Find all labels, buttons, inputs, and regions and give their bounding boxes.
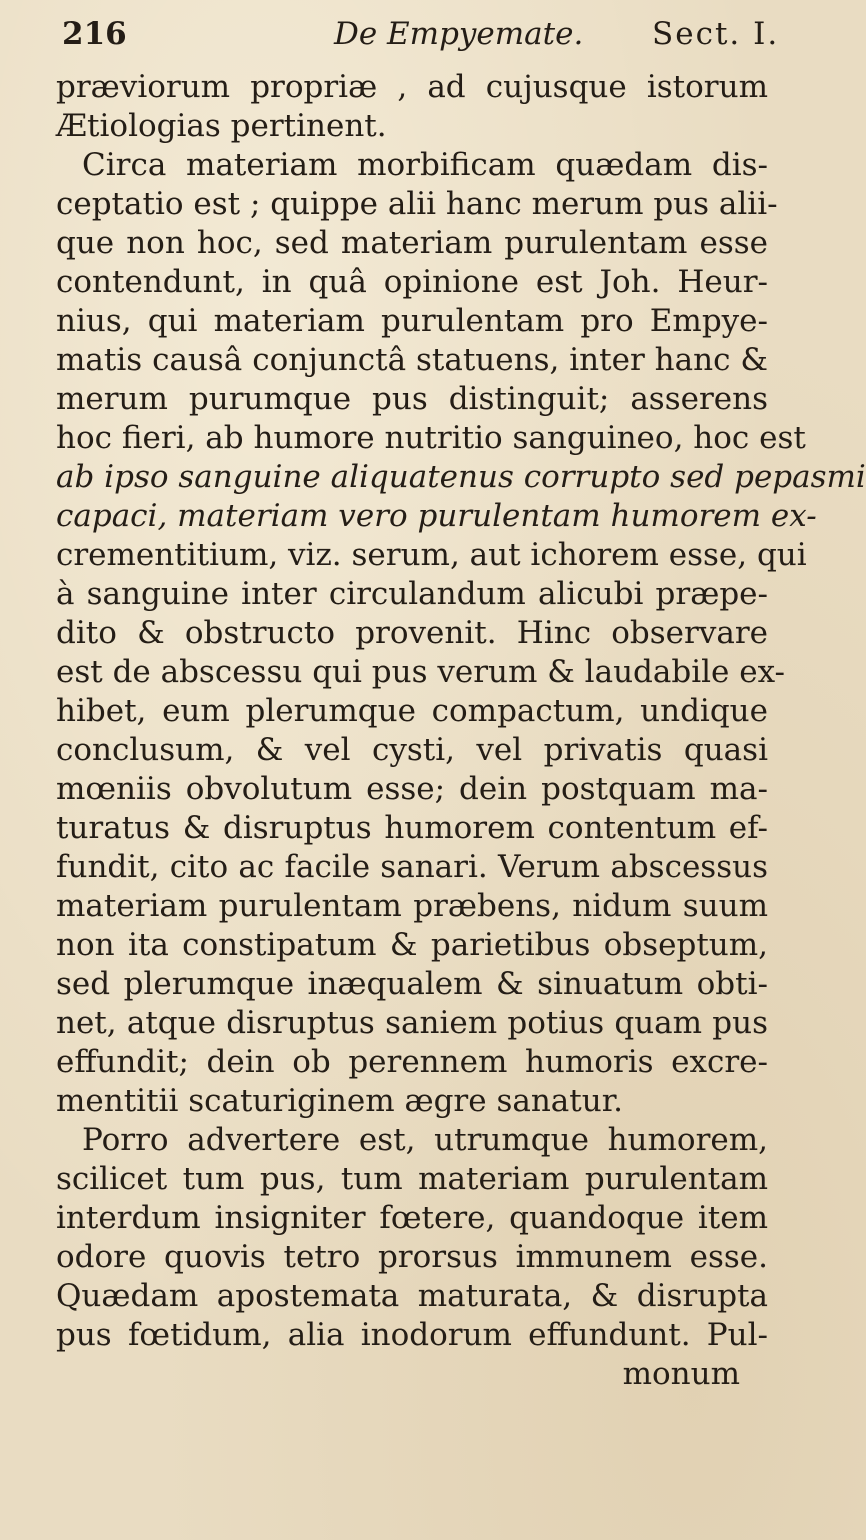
text-line: merum purumque pus distinguit; asserens: [56, 381, 768, 417]
text-line: dito & obstructo provenit. Hinc observare: [56, 615, 768, 651]
page-number: 216: [62, 16, 127, 52]
running-head: [56, 10, 780, 68]
text-line: materiam purulentam præbens, nidum suum: [56, 888, 768, 924]
text-line: præviorum propriæ , ad cujusque istorum: [56, 69, 768, 105]
text-line: turatus & disruptus humorem contentum ef-: [56, 810, 768, 846]
text-line: monum: [622, 1356, 740, 1392]
text-line: odore quovis tetro prorsus immunem esse.: [56, 1239, 768, 1275]
text-line: est de abscessu qui pus verum & laudabile ex-: [56, 654, 785, 690]
text-line: Quædam apostemata maturata, & disrupta: [56, 1278, 768, 1314]
text-line: ab ipso sanguine aliquatenus corrupto sed pepasmi: [56, 459, 866, 495]
text-line: interdum insigniter fœtere, quandoque item: [56, 1200, 768, 1236]
text-line: conclusum, & vel cysti, vel privatis quasi: [56, 732, 768, 768]
text-line: pus fœtidum, alia inodorum effundunt. Pul-: [56, 1317, 768, 1353]
text-line: sed plerumque inæqualem & sinuatum obti-: [56, 966, 768, 1002]
text-line: effundit; dein ob perennem humoris excre-: [56, 1044, 768, 1080]
text-line: Circa materiam morbificam quædam dis-: [82, 147, 768, 183]
text-line: matis causâ conjunctâ statuens, inter hanc &: [56, 342, 768, 378]
text-line: ceptatio est ; quippe alii hanc merum pus alii-: [56, 186, 778, 222]
text-line: fundit, cito ac facile sanari. Verum abscessus: [56, 849, 768, 885]
text-line: net, atque disruptus saniem potius quam pus: [56, 1005, 768, 1041]
text-line: Porro advertere est, utrumque humorem,: [82, 1122, 768, 1158]
text-line: scilicet tum pus, tum materiam purulentam: [56, 1161, 768, 1197]
text-line: mentitii scaturiginem ægre sanatur.: [56, 1083, 623, 1119]
body-text: [56, 68, 866, 1394]
text-line: contendunt, in quâ opinione est Joh. Heur-: [56, 264, 768, 300]
text-line: non ita constipatum & parietibus obseptum,: [56, 927, 768, 963]
text-line: Ætiologias pertinent.: [56, 108, 387, 144]
text-line: capaci, materiam vero purulentam humorem ex-: [56, 498, 817, 534]
text-line: que non hoc, sed materiam purulentam esse: [56, 225, 768, 261]
text-line: à sanguine inter circulandum alicubi præpe-: [56, 576, 768, 612]
running-title: De Empyemate.: [334, 16, 584, 52]
text-line: mœniis obvolutum esse; dein postquam ma-: [56, 771, 768, 807]
text-line: nius, qui materiam purulentam pro Empye-: [56, 303, 768, 339]
text-line: hibet, eum plerumque compactum, undique: [56, 693, 768, 729]
text-line: hoc fieri, ab humore nutritio sanguineo, hoc est: [56, 420, 806, 456]
text-line: crementitium, viz. serum, aut ichorem esse, qui: [56, 537, 807, 573]
section-label: Sect. I.: [652, 16, 780, 52]
